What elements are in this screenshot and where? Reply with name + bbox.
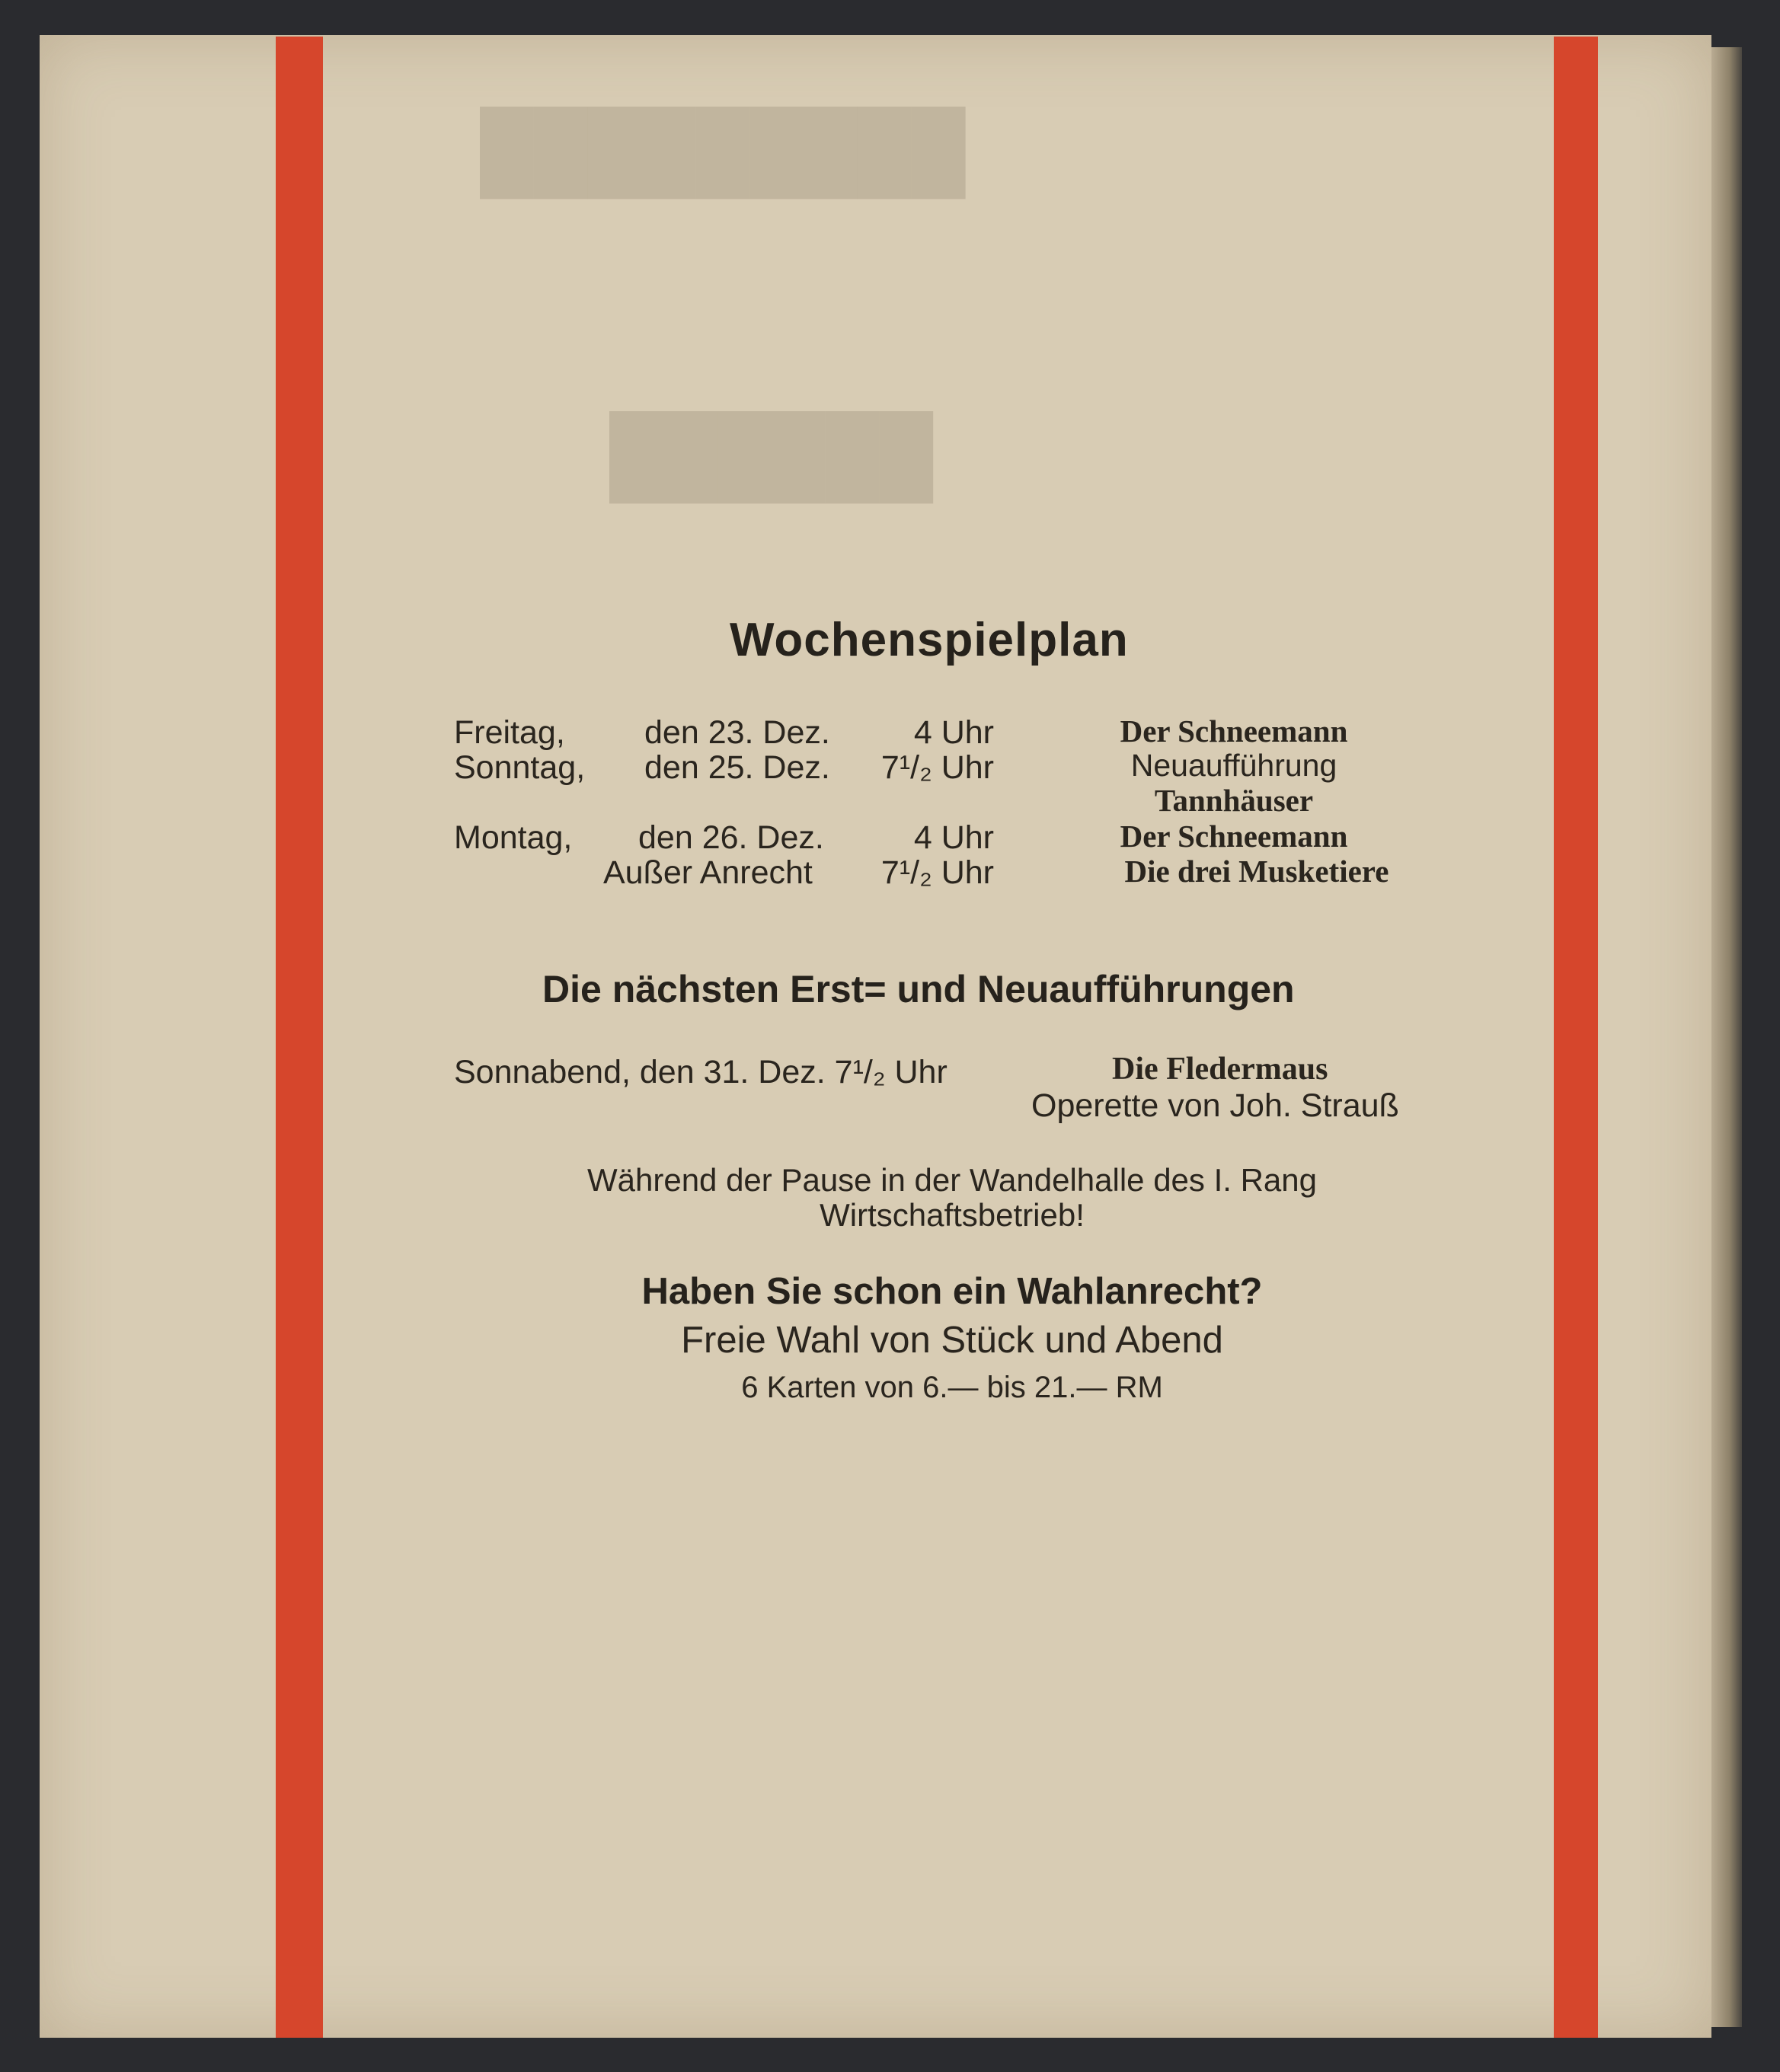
right-red-stripe	[1554, 37, 1598, 2038]
schedule-row-2-date: den 25. Dez.	[644, 749, 830, 786]
schedule-row-2-day: Sonntag,	[454, 749, 586, 786]
schedule-row-5-time: 7¹/₂ Uhr	[880, 854, 994, 891]
promo-line-2: 6 Karten von 6.— bis 21.— RM	[741, 1371, 1163, 1404]
notice-line-1: Während der Pause in der Wandelhalle des I. Rang	[586, 1162, 1317, 1198]
premiere-subtitle: Operette von Joh. Strauß	[1031, 1087, 1399, 1124]
schedule-row-1-date: den 23. Dez.	[644, 714, 830, 751]
schedule-row-4-play: Der Schneemann	[1120, 819, 1348, 854]
promo-headline: Haben Sie schon ein Wahlanrecht?	[641, 1271, 1263, 1312]
show-through-title: ██████	[609, 413, 934, 497]
schedule-row-4-time: 4 Uhr	[913, 819, 994, 856]
schedule-row-2-note: Neuaufführung	[1130, 748, 1337, 783]
schedule-row-1-play: Der Schneemann	[1120, 714, 1348, 749]
notice-line-2: Wirtschaftsbetrieb!	[820, 1197, 1085, 1233]
schedule-row-4-day: Montag,	[454, 819, 573, 856]
premiere-date: Sonnabend, den 31. Dez. 7¹/₂ Uhr	[454, 1054, 948, 1090]
schedule-row-1-day: Freitag,	[454, 714, 565, 751]
schedule-row-5-date: Außer Anrecht	[603, 854, 813, 891]
adjacent-page-edge	[1711, 47, 1742, 2027]
schedule-row-1-time: 4 Uhr	[913, 714, 994, 751]
schedule-row-2-time: 7¹/₂ Uhr	[880, 749, 994, 786]
left-red-stripe	[276, 37, 323, 2038]
schedule-row-5-play: Die drei Musketiere	[1124, 854, 1389, 889]
premiere-play: Die Fledermaus	[1112, 1052, 1328, 1087]
schedule-row-4-date: den 26. Dez.	[638, 819, 824, 856]
promo-line-1: Freie Wahl von Stück und Abend	[681, 1320, 1223, 1361]
schedule-row-3-play: Tannhäuser	[1154, 783, 1314, 818]
schedule-title: Wochenspielplan	[730, 614, 1129, 666]
show-through-heading: █████████	[480, 108, 966, 193]
premieres-title: Die nächsten Erst= und Neuaufführungen	[542, 968, 1295, 1010]
